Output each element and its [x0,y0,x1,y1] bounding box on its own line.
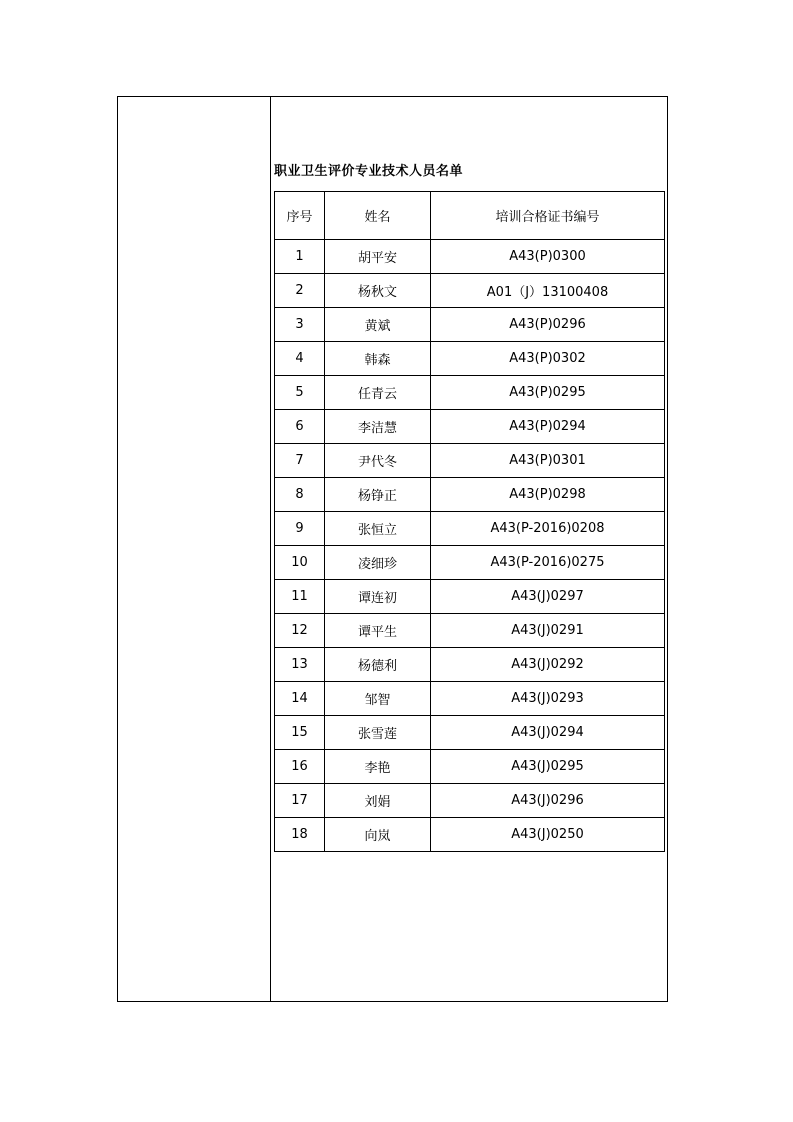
table-row [275,648,665,682]
cell-name: 李艳 [325,750,431,784]
cell-cert: A43(J)0250 [431,818,665,852]
cell-no: 14 [275,682,325,716]
cell-cert: A43(J)0297 [431,580,665,614]
cell-no: 8 [275,478,325,512]
table-row [275,410,665,444]
cell-name: 邹智 [325,682,431,716]
personnel-table [274,191,665,852]
cell-no: 15 [275,716,325,750]
cell-name: 黄斌 [325,308,431,342]
table-row [275,580,665,614]
cell-no: 7 [275,444,325,478]
table-row [275,308,665,342]
table-row [275,444,665,478]
cell-cert: A43(J)0291 [431,614,665,648]
cell-cert: A43(P)0300 [431,240,665,274]
cell-name: 胡平安 [325,240,431,274]
cell-no: 12 [275,614,325,648]
table-row [275,546,665,580]
cell-no: 1 [275,240,325,274]
cell-cert: A43(P-2016)0208 [431,512,665,546]
cell-no: 5 [275,376,325,410]
cell-no: 3 [275,308,325,342]
table-row [275,682,665,716]
cell-cert: A43(P)0294 [431,410,665,444]
cell-no: 4 [275,342,325,376]
left-blank-cell [118,97,271,1001]
cell-name: 刘娟 [325,784,431,818]
table-row [275,342,665,376]
cell-name: 张雪莲 [325,716,431,750]
cell-cert: A43(J)0293 [431,682,665,716]
cell-name: 韩森 [325,342,431,376]
cell-no: 10 [275,546,325,580]
table-row [275,750,665,784]
cell-no: 11 [275,580,325,614]
table-row [275,478,665,512]
cell-cert: A43(P-2016)0275 [431,546,665,580]
cell-cert: A43(P)0301 [431,444,665,478]
cell-cert: A43(P)0295 [431,376,665,410]
cell-cert: A43(P)0298 [431,478,665,512]
table-row [275,818,665,852]
cell-name: 尹代冬 [325,444,431,478]
cell-cert: A43(J)0295 [431,750,665,784]
cell-name: 向岚 [325,818,431,852]
table-row [275,716,665,750]
table-row [275,240,665,274]
cell-no: 18 [275,818,325,852]
table-row [275,512,665,546]
cell-name: 凌细珍 [325,546,431,580]
table-row [275,784,665,818]
cell-cert: A43(J)0294 [431,716,665,750]
cell-cert: A43(P)0296 [431,308,665,342]
cell-no: 17 [275,784,325,818]
cell-name: 谭平生 [325,614,431,648]
page-title: 职业卫生评价专业技术人员名单 [274,164,464,179]
cell-cert: A43(J)0296 [431,784,665,818]
cell-name: 杨秋文 [325,274,431,308]
table-row [275,614,665,648]
column-header-cert: 培训合格证书编号 [431,192,665,240]
cell-cert: A01（J）13100408 [431,274,665,308]
cell-name: 谭连初 [325,580,431,614]
cell-no: 13 [275,648,325,682]
cell-name: 张恒立 [325,512,431,546]
table-row [275,376,665,410]
table-header-row [275,192,665,240]
cell-name: 杨铮正 [325,478,431,512]
cell-cert: A43(J)0292 [431,648,665,682]
cell-name: 李洁慧 [325,410,431,444]
cell-no: 9 [275,512,325,546]
cell-name: 任青云 [325,376,431,410]
cell-no: 2 [275,274,325,308]
cell-name: 杨德利 [325,648,431,682]
table-row [275,274,665,308]
cell-no: 16 [275,750,325,784]
cell-cert: A43(P)0302 [431,342,665,376]
column-header-no: 序号 [275,192,325,240]
column-header-name: 姓名 [325,192,431,240]
cell-no: 6 [275,410,325,444]
